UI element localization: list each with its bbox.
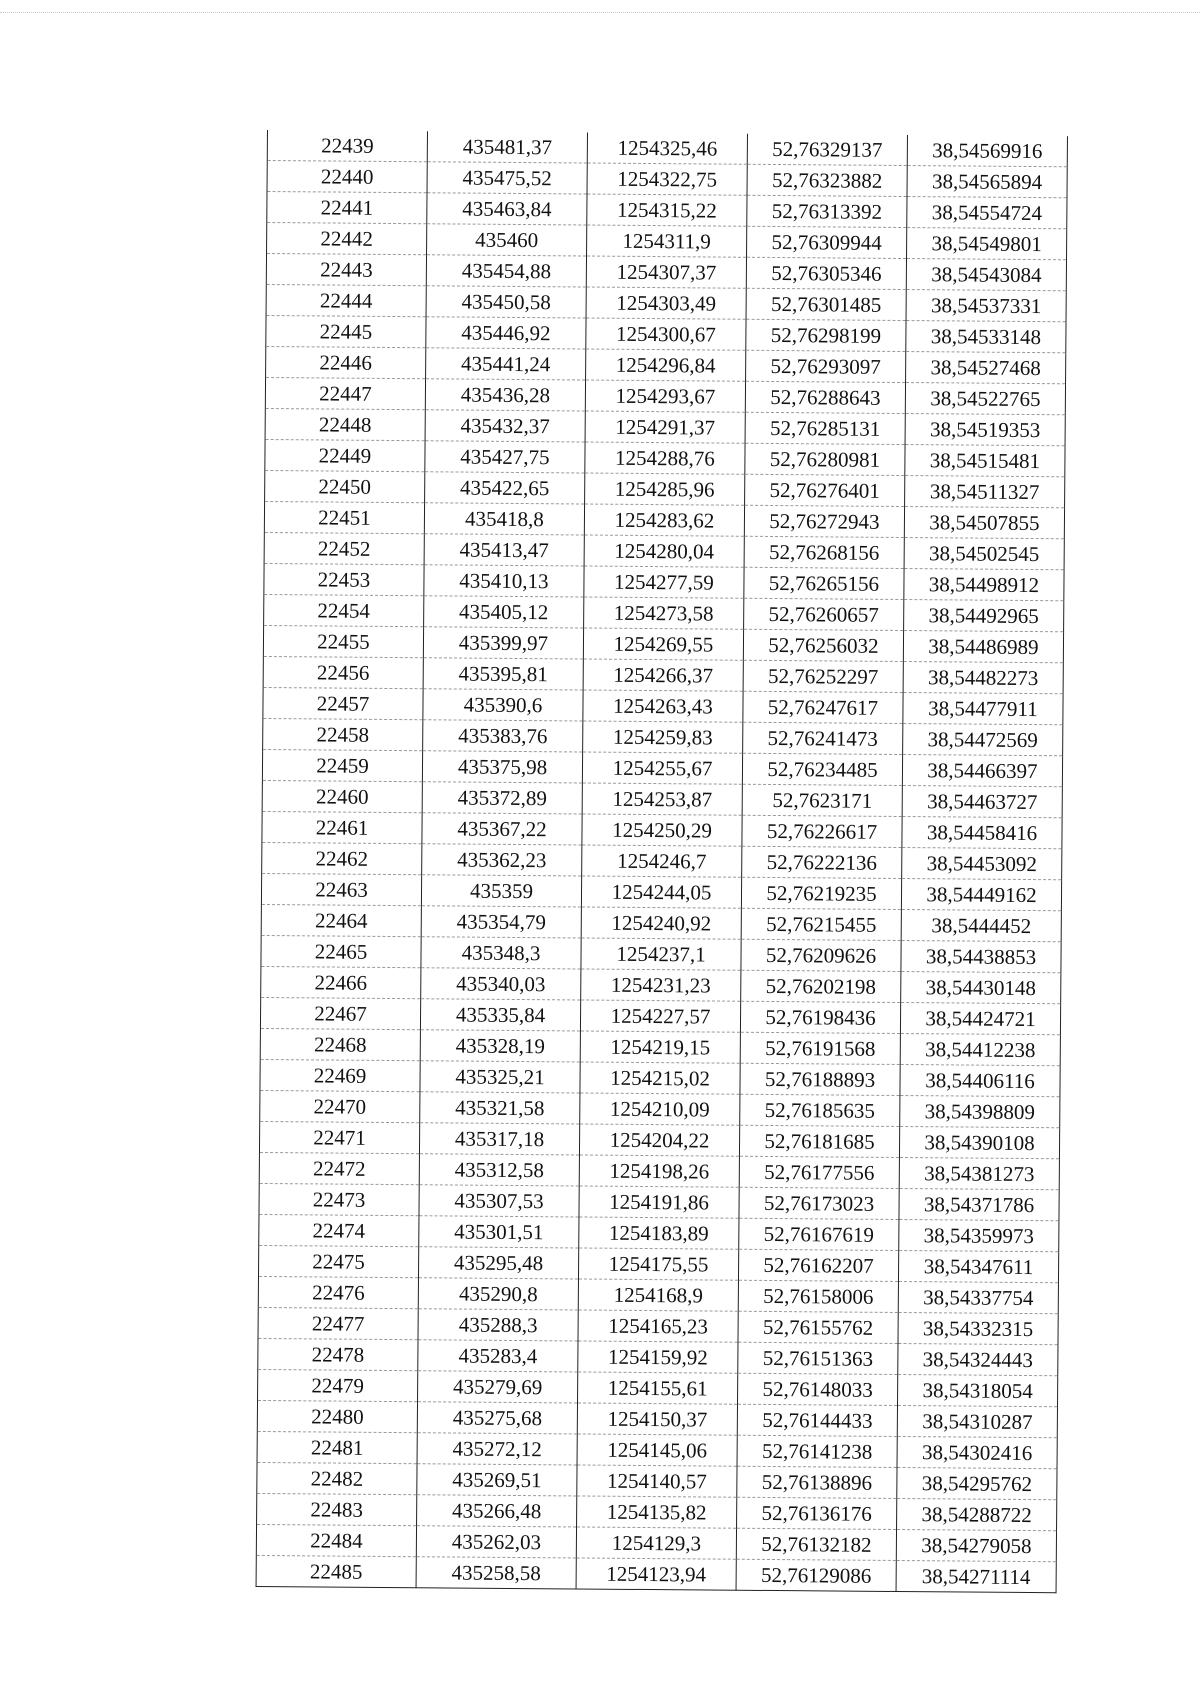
longitude-cell: 38,54302416 [897,1436,1057,1468]
y-coordinate-cell: 1254280,04 [584,535,744,567]
y-coordinate-cell: 1254277,59 [584,566,744,598]
y-coordinate-cell: 1254145,06 [577,1434,737,1466]
longitude-cell: 38,54347611 [898,1250,1058,1282]
longitude-cell: 38,54543084 [906,259,1066,291]
x-coordinate-cell: 435317,18 [419,1123,579,1155]
point-number-cell: 22446 [266,346,426,378]
y-coordinate-cell: 1254300,67 [586,318,746,350]
y-coordinate-cell: 1254303,49 [586,287,746,319]
y-coordinate-cell: 1254325,46 [587,133,747,165]
y-coordinate-cell: 1254322,75 [587,163,747,195]
point-number-cell: 22449 [265,439,425,471]
y-coordinate-cell: 1254215,02 [580,1062,740,1094]
latitude-cell: 52,7623171 [742,784,902,816]
latitude-cell: 52,76276401 [745,474,905,506]
latitude-cell: 52,76151363 [738,1342,898,1374]
longitude-cell: 38,54295762 [897,1467,1057,1499]
point-number-cell: 22457 [263,687,423,719]
latitude-cell: 52,76226617 [742,815,902,847]
x-coordinate-cell: 435321,58 [420,1092,580,1124]
point-number-cell: 22483 [257,1493,417,1525]
x-coordinate-cell: 435375,98 [422,751,582,783]
longitude-cell: 38,54492965 [904,600,1064,632]
x-coordinate-cell: 435418,8 [424,503,584,535]
y-coordinate-cell: 1254259,83 [583,721,743,753]
y-coordinate-cell: 1254210,09 [580,1093,740,1125]
x-coordinate-cell: 435410,13 [424,565,584,597]
longitude-cell: 38,54507855 [904,507,1064,539]
latitude-cell: 52,76138896 [737,1466,897,1498]
point-number-cell: 22454 [264,594,424,626]
x-coordinate-cell: 435481,37 [427,131,587,163]
x-coordinate-cell: 435266,48 [417,1495,577,1527]
y-coordinate-cell: 1254315,22 [587,194,747,226]
y-coordinate-cell: 1254288,76 [585,442,745,474]
latitude-cell: 52,76144433 [737,1404,897,1436]
latitude-cell: 52,76305346 [746,257,906,289]
point-number-cell: 22452 [264,532,424,564]
y-coordinate-cell: 1254227,57 [580,1000,740,1032]
latitude-cell: 52,76215455 [741,908,901,940]
y-coordinate-cell: 1254273,58 [584,597,744,629]
scanned-page [256,130,1067,1593]
longitude-cell: 38,54533148 [906,321,1066,353]
latitude-cell: 52,76298199 [746,319,906,351]
longitude-cell: 38,54271114 [896,1560,1056,1592]
x-coordinate-cell: 435450,58 [426,286,586,318]
longitude-cell: 38,54324443 [898,1343,1058,1375]
latitude-cell: 52,76173023 [739,1187,899,1219]
x-coordinate-cell: 435295,48 [418,1247,578,1279]
y-coordinate-cell: 1254204,22 [579,1124,739,1156]
point-number-cell: 22472 [259,1152,419,1184]
latitude-cell: 52,76202198 [741,970,901,1002]
point-number-cell: 22444 [266,284,426,316]
latitude-cell: 52,76285131 [745,412,905,444]
x-coordinate-cell: 435335,84 [420,999,580,1031]
point-number-cell: 22447 [265,377,425,409]
longitude-cell: 38,54412238 [900,1034,1060,1066]
longitude-cell: 38,54449162 [901,879,1061,911]
y-coordinate-cell: 1254296,84 [586,349,746,381]
x-coordinate-cell: 435325,21 [420,1061,580,1093]
latitude-cell: 52,76148033 [738,1373,898,1405]
point-number-cell: 22480 [257,1400,417,1432]
point-number-cell: 22468 [260,1028,420,1060]
x-coordinate-cell: 435383,76 [423,720,583,752]
point-number-cell: 22443 [266,254,426,286]
longitude-cell: 38,54406116 [900,1065,1060,1097]
point-number-cell: 22477 [258,1307,418,1339]
latitude-cell: 52,76293097 [746,350,906,382]
point-number-cell: 22462 [262,842,422,874]
latitude-cell: 52,76209626 [741,939,901,971]
y-coordinate-cell: 1254129,3 [576,1527,736,1559]
y-coordinate-cell: 1254168,9 [578,1279,738,1311]
point-number-cell: 22476 [258,1276,418,1308]
x-coordinate-cell: 435258,58 [416,1557,576,1589]
longitude-cell: 38,54515481 [905,445,1065,477]
point-number-cell: 22440 [267,161,427,193]
point-number-cell: 22465 [261,935,421,967]
y-coordinate-cell: 1254269,55 [583,628,743,660]
point-number-cell: 22464 [261,904,421,936]
longitude-cell: 38,54279058 [896,1529,1056,1561]
y-coordinate-cell: 1254285,96 [585,473,745,505]
x-coordinate-cell: 435279,69 [418,1371,578,1403]
y-coordinate-cell: 1254175,55 [578,1248,738,1280]
latitude-cell: 52,76132182 [736,1528,896,1560]
longitude-cell: 38,54502545 [904,538,1064,570]
longitude-cell: 38,54359973 [899,1219,1059,1251]
point-number-cell: 22441 [267,192,427,224]
latitude-cell: 52,76268156 [744,536,904,568]
y-coordinate-cell: 1254311,9 [587,225,747,257]
x-coordinate-cell: 435290,8 [418,1278,578,1310]
longitude-cell: 38,54390108 [899,1126,1059,1158]
point-number-cell: 22456 [263,656,423,688]
x-coordinate-cell: 435441,24 [426,348,586,380]
latitude-cell: 52,76288643 [745,381,905,413]
x-coordinate-cell: 435446,92 [426,317,586,349]
longitude-cell: 38,54554724 [907,197,1067,229]
y-coordinate-cell: 1254283,62 [584,504,744,536]
x-coordinate-cell: 435301,51 [419,1216,579,1248]
latitude-cell: 52,76329137 [747,134,907,166]
latitude-cell: 52,76252297 [743,660,903,692]
latitude-cell: 52,76185635 [740,1094,900,1126]
point-number-cell: 22439 [267,130,427,162]
point-number-cell: 22469 [260,1059,420,1091]
coordinates-table-body [256,130,1067,1593]
point-number-cell: 22482 [257,1462,417,1494]
latitude-cell: 52,76272943 [744,505,904,537]
point-number-cell: 22479 [258,1369,418,1401]
point-number-cell: 22461 [262,811,422,843]
latitude-cell: 52,76260657 [744,598,904,630]
longitude-cell: 38,54371786 [899,1188,1059,1220]
point-number-cell: 22448 [265,408,425,440]
y-coordinate-cell: 1254240,92 [581,907,741,939]
latitude-cell: 52,76198436 [740,1001,900,1033]
x-coordinate-cell: 435395,81 [423,658,583,690]
x-coordinate-cell: 435427,75 [425,441,585,473]
point-number-cell: 22484 [256,1524,416,1556]
latitude-cell: 52,76129086 [736,1559,896,1591]
longitude-cell: 38,54549801 [907,228,1067,260]
point-number-cell: 22478 [258,1338,418,1370]
latitude-cell: 52,76265156 [744,567,904,599]
y-coordinate-cell: 1254307,37 [586,256,746,288]
y-coordinate-cell: 1254266,37 [583,659,743,691]
latitude-cell: 52,76222136 [742,846,902,878]
longitude-cell: 38,54537331 [906,290,1066,322]
x-coordinate-cell: 435272,12 [417,1433,577,1465]
y-coordinate-cell: 1254231,23 [581,969,741,1001]
longitude-cell: 38,54565894 [907,166,1067,198]
y-coordinate-cell: 1254135,82 [577,1496,737,1528]
longitude-cell: 38,54522765 [905,383,1065,415]
longitude-cell: 38,54398809 [900,1096,1060,1128]
longitude-cell: 38,54486989 [903,631,1063,663]
point-number-cell: 22451 [264,501,424,533]
latitude-cell: 52,76141238 [737,1435,897,1467]
longitude-cell: 38,54453092 [902,848,1062,880]
y-coordinate-cell: 1254165,23 [578,1310,738,1342]
latitude-cell: 52,76301485 [746,288,906,320]
longitude-cell: 38,54498912 [904,569,1064,601]
point-number-cell: 22474 [259,1214,419,1246]
x-coordinate-cell: 435328,19 [420,1030,580,1062]
latitude-cell: 52,76158006 [738,1280,898,1312]
y-coordinate-cell: 1254191,86 [579,1186,739,1218]
latitude-cell: 52,76167619 [739,1218,899,1250]
point-number-cell: 22460 [262,780,422,812]
x-coordinate-cell: 435399,97 [423,627,583,659]
x-coordinate-cell: 435362,23 [422,844,582,876]
longitude-cell: 38,54458416 [902,817,1062,849]
point-number-cell: 22467 [260,997,420,1029]
latitude-cell: 52,76313392 [747,195,907,227]
x-coordinate-cell: 435312,58 [419,1154,579,1186]
x-coordinate-cell: 435405,12 [424,596,584,628]
page-top-rule [0,12,1200,13]
y-coordinate-cell: 1254263,43 [583,690,743,722]
point-number-cell: 22470 [260,1090,420,1122]
point-number-cell: 22475 [258,1245,418,1277]
x-coordinate-cell: 435275,68 [417,1402,577,1434]
longitude-cell: 38,54519353 [905,414,1065,446]
latitude-cell: 52,76234485 [742,753,902,785]
longitude-cell: 38,54381273 [899,1157,1059,1189]
y-coordinate-cell: 1254123,94 [576,1558,736,1590]
y-coordinate-cell: 1254255,67 [582,752,742,784]
x-coordinate-cell: 435283,4 [418,1340,578,1372]
latitude-cell: 52,76323882 [747,164,907,196]
longitude-cell: 38,54310287 [897,1405,1057,1437]
x-coordinate-cell: 435422,65 [425,472,585,504]
latitude-cell: 52,76280981 [745,443,905,475]
y-coordinate-cell: 1254293,67 [585,380,745,412]
longitude-cell: 38,54466397 [902,755,1062,787]
longitude-cell: 38,54472569 [903,724,1063,756]
point-number-cell: 22445 [266,315,426,347]
latitude-cell: 52,76155762 [738,1311,898,1343]
latitude-cell: 52,76177556 [739,1156,899,1188]
y-coordinate-cell: 1254219,15 [580,1031,740,1063]
latitude-cell: 52,76241473 [743,722,903,754]
longitude-cell: 38,54527468 [906,352,1066,384]
latitude-cell: 52,76181685 [739,1125,899,1157]
longitude-cell: 38,54569916 [907,135,1067,167]
x-coordinate-cell: 435348,3 [421,937,581,969]
longitude-cell: 38,54332315 [898,1312,1058,1344]
x-coordinate-cell: 435372,89 [422,782,582,814]
longitude-cell: 38,54463727 [902,786,1062,818]
latitude-cell: 52,76219235 [741,877,901,909]
longitude-cell: 38,54288722 [897,1498,1057,1530]
latitude-cell: 52,76188893 [740,1063,900,1095]
x-coordinate-cell: 435454,88 [426,255,586,287]
coordinates-table [256,130,1068,1593]
longitude-cell: 38,54318054 [898,1374,1058,1406]
table-row [256,1555,1056,1592]
x-coordinate-cell: 435367,22 [422,813,582,845]
x-coordinate-cell: 435269,51 [417,1464,577,1496]
x-coordinate-cell: 435359 [421,875,581,907]
point-number-cell: 22473 [259,1183,419,1215]
point-number-cell: 22485 [256,1555,416,1587]
latitude-cell: 52,76136176 [737,1497,897,1529]
x-coordinate-cell: 435288,3 [418,1309,578,1341]
x-coordinate-cell: 435475,52 [427,162,587,194]
x-coordinate-cell: 435436,28 [425,379,585,411]
point-number-cell: 22481 [257,1431,417,1463]
x-coordinate-cell: 435463,84 [427,193,587,225]
point-number-cell: 22459 [262,749,422,781]
point-number-cell: 22471 [259,1121,419,1153]
x-coordinate-cell: 435262,03 [416,1526,576,1558]
latitude-cell: 52,76247617 [743,691,903,723]
point-number-cell: 22458 [263,718,423,750]
y-coordinate-cell: 1254155,61 [578,1372,738,1404]
y-coordinate-cell: 1254246,7 [582,845,742,877]
point-number-cell: 22453 [264,563,424,595]
longitude-cell: 38,54482273 [903,662,1063,694]
y-coordinate-cell: 1254150,37 [577,1403,737,1435]
point-number-cell: 22463 [261,873,421,905]
latitude-cell: 52,76309944 [747,226,907,258]
x-coordinate-cell: 435354,79 [421,906,581,938]
x-coordinate-cell: 435413,47 [424,534,584,566]
longitude-cell: 38,5444452 [901,910,1061,942]
longitude-cell: 38,54337754 [898,1281,1058,1313]
y-coordinate-cell: 1254244,05 [581,876,741,908]
x-coordinate-cell: 435340,03 [421,968,581,1000]
x-coordinate-cell: 435390,6 [423,689,583,721]
y-coordinate-cell: 1254198,26 [579,1155,739,1187]
latitude-cell: 52,76162207 [738,1249,898,1281]
longitude-cell: 38,54430148 [901,972,1061,1004]
y-coordinate-cell: 1254253,87 [582,783,742,815]
point-number-cell: 22442 [267,223,427,255]
y-coordinate-cell: 1254159,92 [578,1341,738,1373]
y-coordinate-cell: 1254250,29 [582,814,742,846]
point-number-cell: 22455 [263,625,423,657]
x-coordinate-cell: 435460 [427,224,587,256]
longitude-cell: 38,54424721 [900,1003,1060,1035]
longitude-cell: 38,54511327 [905,476,1065,508]
latitude-cell: 52,76191568 [740,1032,900,1064]
point-number-cell: 22450 [265,470,425,502]
y-coordinate-cell: 1254183,89 [579,1217,739,1249]
y-coordinate-cell: 1254291,37 [585,411,745,443]
y-coordinate-cell: 1254237,1 [581,938,741,970]
longitude-cell: 38,54438853 [901,941,1061,973]
x-coordinate-cell: 435432,37 [425,410,585,442]
longitude-cell: 38,54477911 [903,693,1063,725]
latitude-cell: 52,76256032 [743,629,903,661]
y-coordinate-cell: 1254140,57 [577,1465,737,1497]
x-coordinate-cell: 435307,53 [419,1185,579,1217]
point-number-cell: 22466 [261,966,421,998]
